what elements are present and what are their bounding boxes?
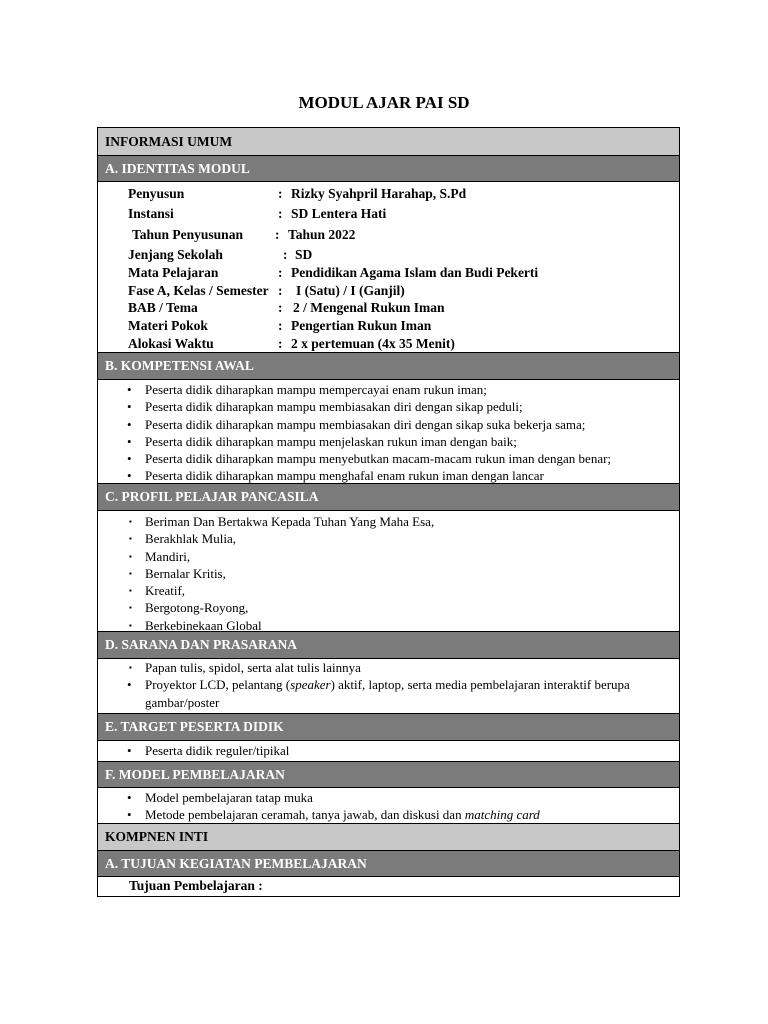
tujuan-label: Tujuan Pembelajaran : bbox=[129, 878, 263, 893]
module-table bbox=[97, 127, 680, 897]
target-item: • Peserta didik reguler/tipikal bbox=[98, 742, 679, 759]
section-identitas-modul: A. IDENTITAS MODUL bbox=[98, 156, 679, 182]
sarana-item-text: ) aktif, laptop, serta media pembelajaran interaktif berupa gambar/poster bbox=[145, 677, 630, 710]
identitas-label: Jenjang Sekolah bbox=[128, 247, 223, 262]
tujuan-block bbox=[98, 877, 679, 896]
kompetensi-item: • Peserta didik diharapkan mampu mempercayai enam rukun iman; bbox=[98, 381, 679, 398]
identitas-row bbox=[98, 186, 681, 204]
model-item-text: Model pembelajaran tatap muka bbox=[145, 790, 313, 805]
identitas-label: Tahun Penyusunan bbox=[132, 227, 243, 242]
kompetensi-item: • Peserta didik diharapkan mampu menjelaskan rukun iman dengan baik; bbox=[98, 433, 679, 450]
identitas-separator: : bbox=[278, 283, 283, 298]
profil-item: ▪ Bergotong-Royong, bbox=[98, 599, 679, 616]
list-item bbox=[98, 659, 679, 676]
list-item bbox=[98, 789, 679, 806]
identitas-label: Instansi bbox=[128, 206, 174, 221]
sarana-item-emphasis: speaker bbox=[290, 677, 331, 693]
identitas-row bbox=[98, 318, 681, 336]
identitas-value: I (Satu) / I (Ganjil) bbox=[296, 283, 405, 298]
identitas-row bbox=[98, 247, 681, 265]
identitas-separator: : bbox=[278, 318, 283, 333]
profil-item: ▪ Berakhlak Mulia, bbox=[98, 530, 679, 547]
document-title: MODUL AJAR PAI SD bbox=[298, 93, 470, 112]
kompetensi-item: • Peserta didik diharapkan mampu menghafal enam rukun iman dengan lancar bbox=[98, 467, 679, 484]
profil-item: ▪ Beriman Dan Bertakwa Kepada Tuhan Yang Maha Esa, bbox=[98, 513, 679, 530]
list-item bbox=[98, 806, 679, 823]
sarana-block bbox=[98, 659, 679, 714]
kompetensi-block bbox=[98, 380, 679, 484]
list-item bbox=[98, 676, 679, 711]
identitas-row bbox=[98, 206, 681, 224]
section-model: F. MODEL PEMBELAJARAN bbox=[98, 762, 679, 788]
identitas-separator: : bbox=[275, 227, 280, 242]
profil-block bbox=[98, 511, 679, 632]
identitas-row bbox=[98, 265, 681, 283]
model-block bbox=[98, 788, 679, 824]
identitas-label: Alokasi Waktu bbox=[128, 336, 214, 351]
kompetensi-item: • Peserta didik diharapkan mampu membiasakan diri dengan sikap peduli; bbox=[98, 398, 679, 415]
sarana-item-text: Papan tulis, spidol, serta alat tulis lainnya bbox=[145, 660, 361, 675]
identitas-value: 2 x pertemuan (4x 35 Menit) bbox=[291, 336, 455, 351]
kompetensi-item: • Peserta didik diharapkan mampu membiasakan diri dengan sikap suka bekerja sama; bbox=[98, 416, 679, 433]
identitas-value: 2 / Mengenal Rukun Iman bbox=[293, 300, 445, 315]
identitas-separator: : bbox=[283, 247, 288, 262]
identitas-label: Penyusun bbox=[128, 186, 185, 201]
identitas-label: BAB / Tema bbox=[128, 300, 198, 315]
identitas-value: Rizky Syahpril Harahap, S.Pd bbox=[291, 186, 467, 201]
section-kompetensi-awal: B. KOMPETENSI AWAL bbox=[98, 353, 679, 380]
identitas-separator: : bbox=[278, 300, 283, 315]
section-profil-pelajar: C. PROFIL PELAJAR PANCASILA bbox=[98, 484, 679, 511]
profil-item: ▪ Mandiri, bbox=[98, 548, 679, 565]
sarana-item-text: Proyektor LCD, pelantang ( bbox=[145, 677, 291, 693]
identitas-separator: : bbox=[278, 336, 283, 351]
profil-item: ▪ Kreatif, bbox=[98, 582, 679, 599]
kompetensi-list bbox=[98, 381, 679, 485]
profil-item: ▪ Berkebinekaan Global bbox=[98, 617, 679, 634]
identitas-row bbox=[98, 336, 681, 354]
identitas-separator: : bbox=[278, 265, 283, 280]
identitas-row bbox=[98, 227, 681, 245]
identitas-label: Fase A, Kelas / Semester bbox=[128, 283, 269, 298]
target-block bbox=[98, 741, 679, 762]
model-item-text: Metode pembelajaran ceramah, tanya jawab, dan diskusi dan bbox=[145, 807, 465, 823]
identitas-label: Materi Pokok bbox=[128, 318, 208, 333]
section-tujuan: A. TUJUAN KEGIATAN PEMBELAJARAN bbox=[98, 851, 679, 877]
identitas-value: Pengertian Rukun Iman bbox=[291, 318, 432, 333]
section-sarana: D. SARANA DAN PRASARANA bbox=[98, 632, 679, 659]
sarana-list bbox=[98, 659, 679, 676]
model-item-emphasis: matching card bbox=[464, 807, 540, 823]
section-informasi-umum: INFORMASI UMUM bbox=[98, 128, 679, 156]
identitas-block bbox=[98, 182, 679, 353]
identitas-value: Tahun 2022 bbox=[288, 227, 356, 242]
sarana-list-2 bbox=[98, 676, 679, 711]
identitas-label: Mata Pelajaran bbox=[128, 265, 219, 280]
identitas-value: SD bbox=[295, 247, 313, 262]
identitas-value: SD Lentera Hati bbox=[291, 206, 387, 221]
identitas-row bbox=[98, 283, 681, 301]
kompetensi-item: • Peserta didik diharapkan mampu menyebutkan macam-macam rukun iman dengan benar; bbox=[98, 450, 679, 467]
profil-item: ▪ Bernalar Kritis, bbox=[98, 565, 679, 582]
target-list bbox=[98, 742, 679, 759]
section-komponen-inti: KOMPNEN INTI bbox=[98, 824, 679, 851]
model-list bbox=[98, 789, 679, 824]
identitas-value: Pendidikan Agama Islam dan Budi Pekerti bbox=[291, 265, 539, 280]
identitas-separator: : bbox=[278, 206, 283, 221]
identitas-row bbox=[98, 300, 681, 318]
profil-list bbox=[98, 513, 679, 634]
identitas-separator: : bbox=[278, 186, 283, 201]
section-target: E. TARGET PESERTA DIDIK bbox=[98, 714, 679, 741]
